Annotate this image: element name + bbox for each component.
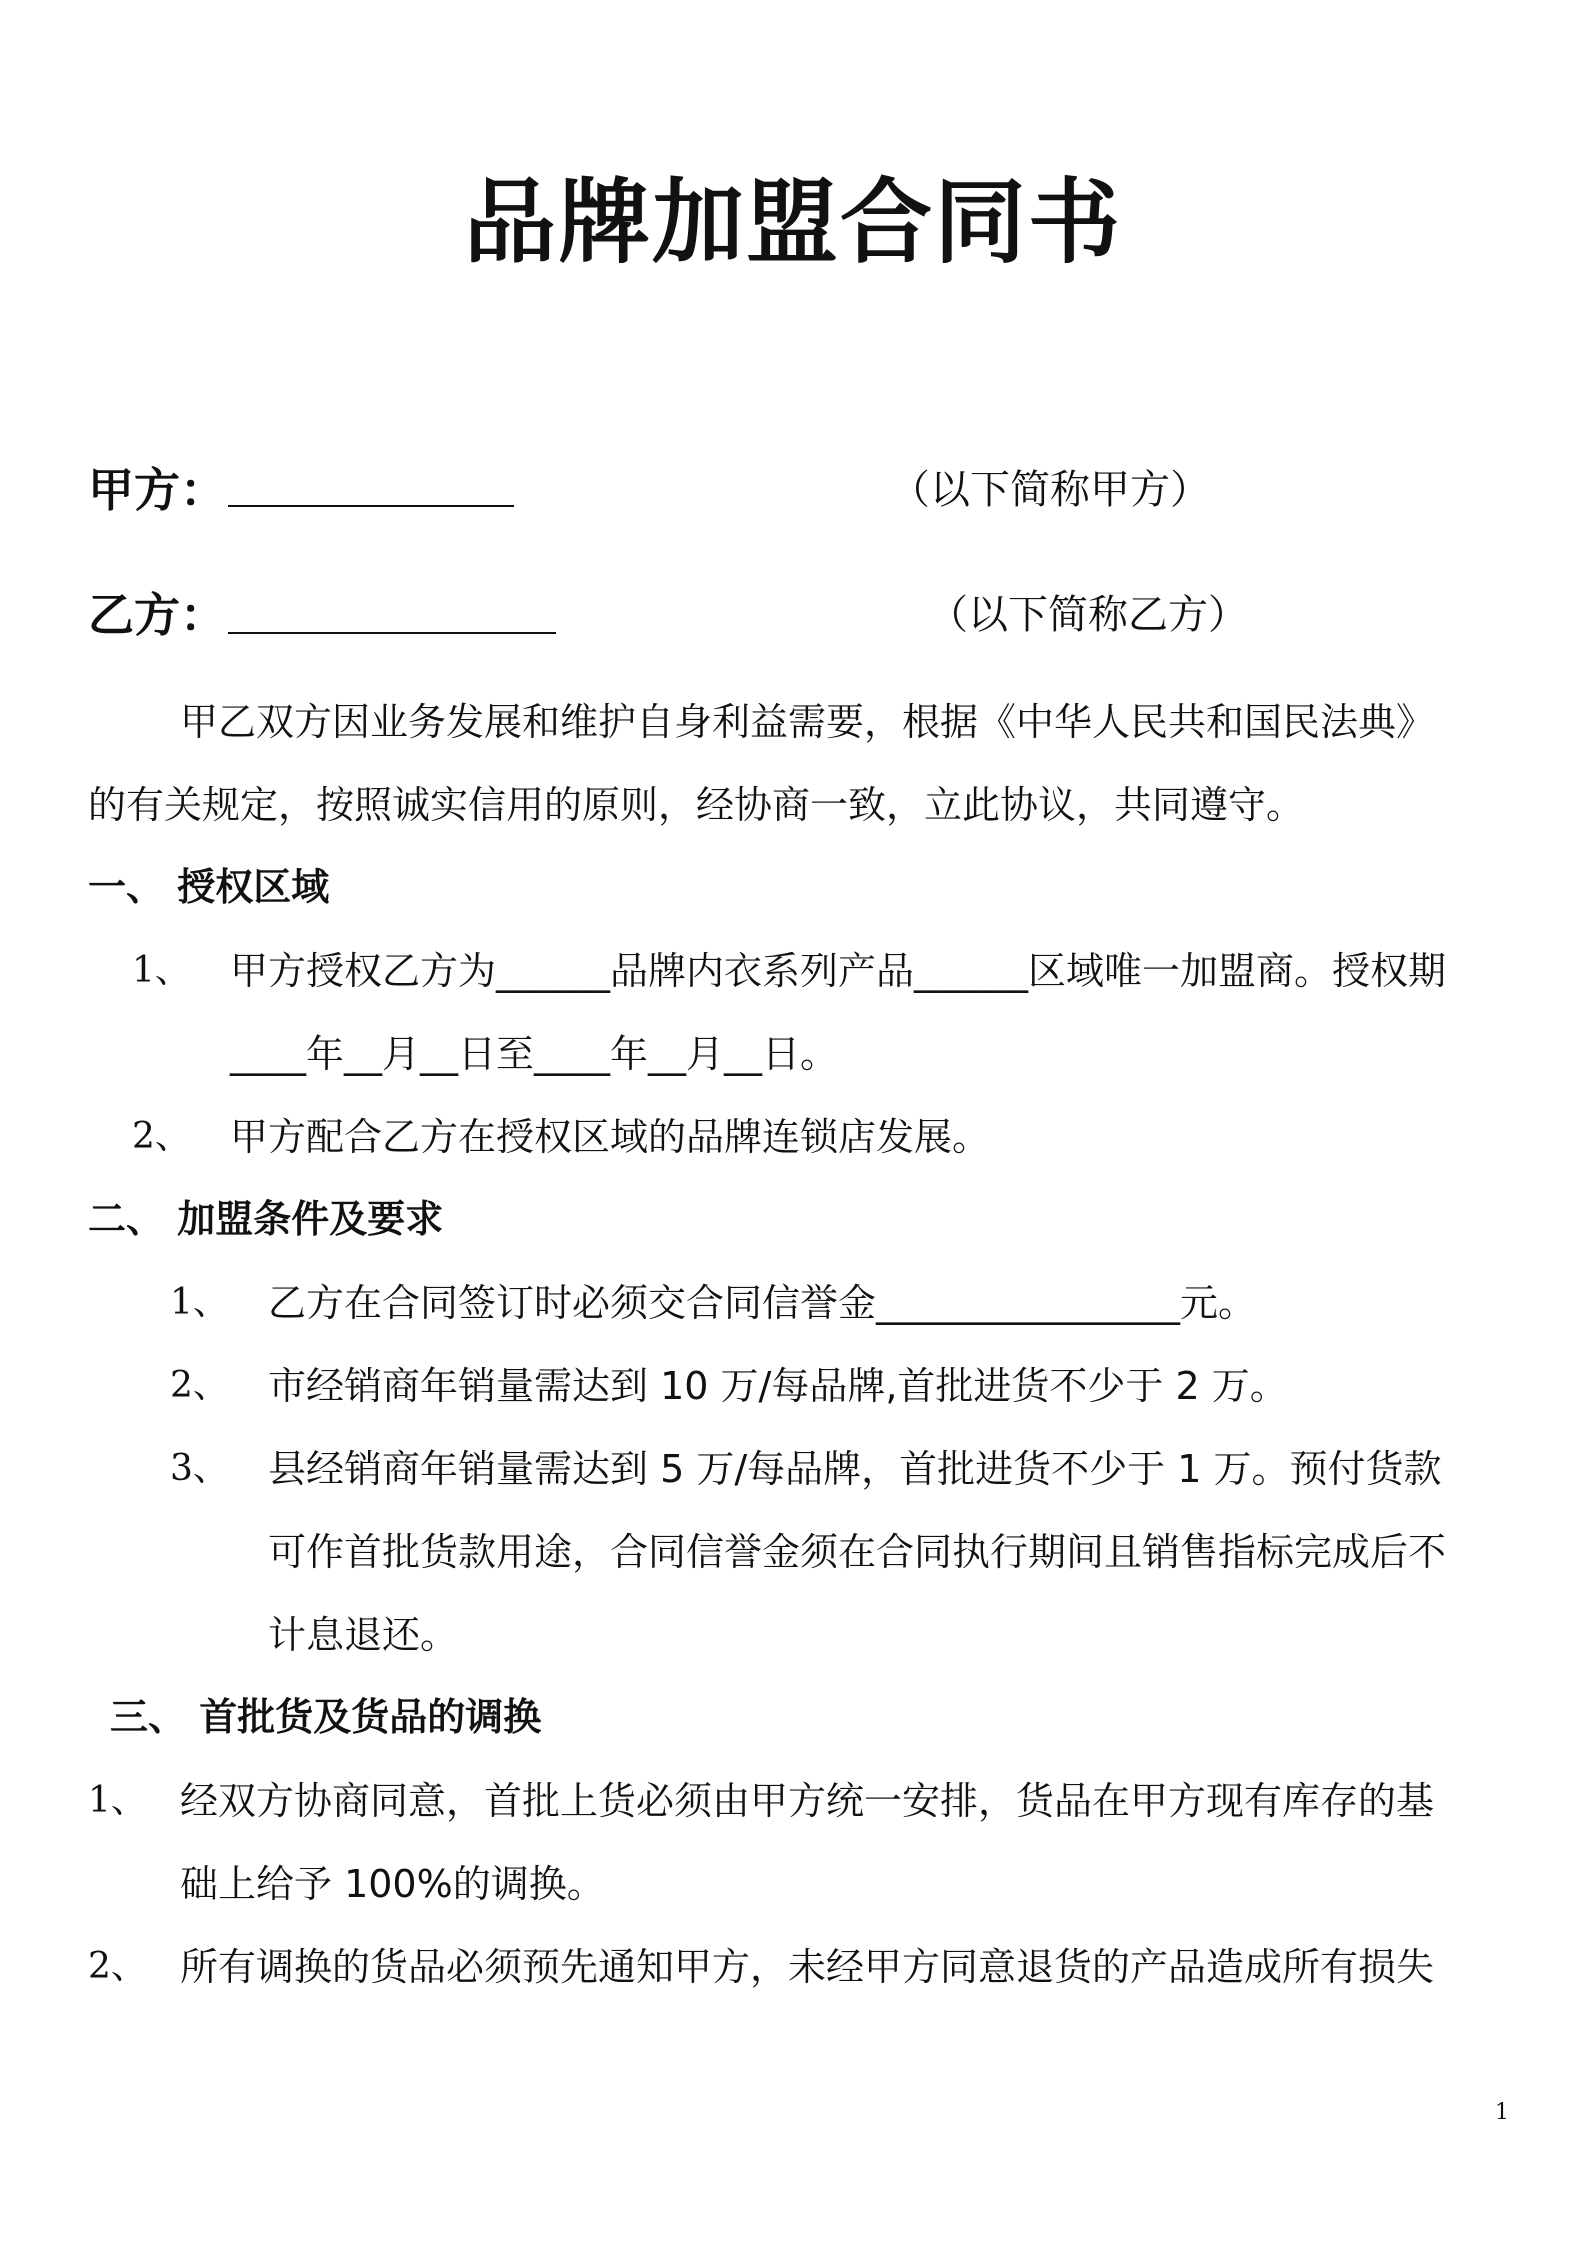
preamble-line-2: 的有关规定，按照诚实信用的原则，经协商一致，立此协议，共同遵守。 bbox=[88, 783, 1305, 827]
document-title: 品牌加盟合同书 bbox=[463, 169, 1122, 276]
section-3-item-1-line-2: 础上给予 100%的调换。 bbox=[180, 1862, 605, 1906]
section-3-item-2-line-1: 所有调换的货品必须预先通知甲方，未经甲方同意退货的产品造成所有损失 bbox=[180, 1945, 1435, 1989]
section-2-item-2-number: 2、 bbox=[170, 1365, 229, 1406]
party-b-blank-line bbox=[228, 632, 556, 634]
section-1-heading: 一、 授权区域 bbox=[88, 865, 330, 909]
party-a-note: （以下简称甲方） bbox=[890, 467, 1210, 513]
preamble-line-1: 甲乙双方因业务发展和维护自身利益需要，根据《中华人民共和国民法典》 bbox=[180, 700, 1435, 744]
section-2-item-3-line-2: 可作首批货款用途，合同信誉金须在合同执行期间且销售指标完成后不 bbox=[268, 1530, 1447, 1574]
section-2-item-2-line-1: 市经销商年销量需达到 10 万/每品牌,首批进货不少于 2 万。 bbox=[268, 1364, 1288, 1408]
section-1-item-1-line-1: 甲方授权乙方为______品牌内衣系列产品______区域唯一加盟商。授权期 bbox=[230, 949, 1447, 993]
page-number: 1 bbox=[1495, 2100, 1509, 2125]
section-3-item-1-number: 1、 bbox=[88, 1780, 147, 1821]
party-a-label: 甲方： bbox=[88, 463, 226, 517]
section-1-item-2-number: 2、 bbox=[132, 1116, 191, 1157]
party-b-note: （以下简称乙方） bbox=[928, 592, 1248, 638]
section-2-item-3-number: 3、 bbox=[170, 1448, 229, 1489]
section-1-item-2-line-1: 甲方配合乙方在授权区域的品牌连锁店发展。 bbox=[230, 1115, 991, 1159]
party-a-blank-line bbox=[228, 505, 514, 507]
section-1-item-1-number: 1、 bbox=[132, 950, 191, 991]
section-3-item-1-line-1: 经双方协商同意，首批上货必须由甲方统一安排，货品在甲方现有库存的基 bbox=[180, 1779, 1435, 1823]
party-b-label: 乙方： bbox=[88, 588, 226, 642]
section-2-item-1-number: 1、 bbox=[170, 1282, 229, 1323]
section-2-heading: 二、 加盟条件及要求 bbox=[88, 1197, 444, 1241]
section-3-heading: 三、 首批货及货品的调换 bbox=[110, 1695, 542, 1739]
section-2-item-3-line-1: 县经销商年销量需达到 5 万/每品牌，首批进货不少于 1 万。预付货款 bbox=[268, 1447, 1442, 1491]
section-2-item-1-line-1: 乙方在合同签订时必须交合同信誉金________________元。 bbox=[268, 1281, 1257, 1325]
section-3-item-2-number: 2、 bbox=[88, 1946, 147, 1987]
section-2-item-3-line-3: 计息退还。 bbox=[268, 1613, 459, 1657]
section-1-item-1-line-2: ____年__月__日至____年__月__日。 bbox=[230, 1032, 839, 1076]
